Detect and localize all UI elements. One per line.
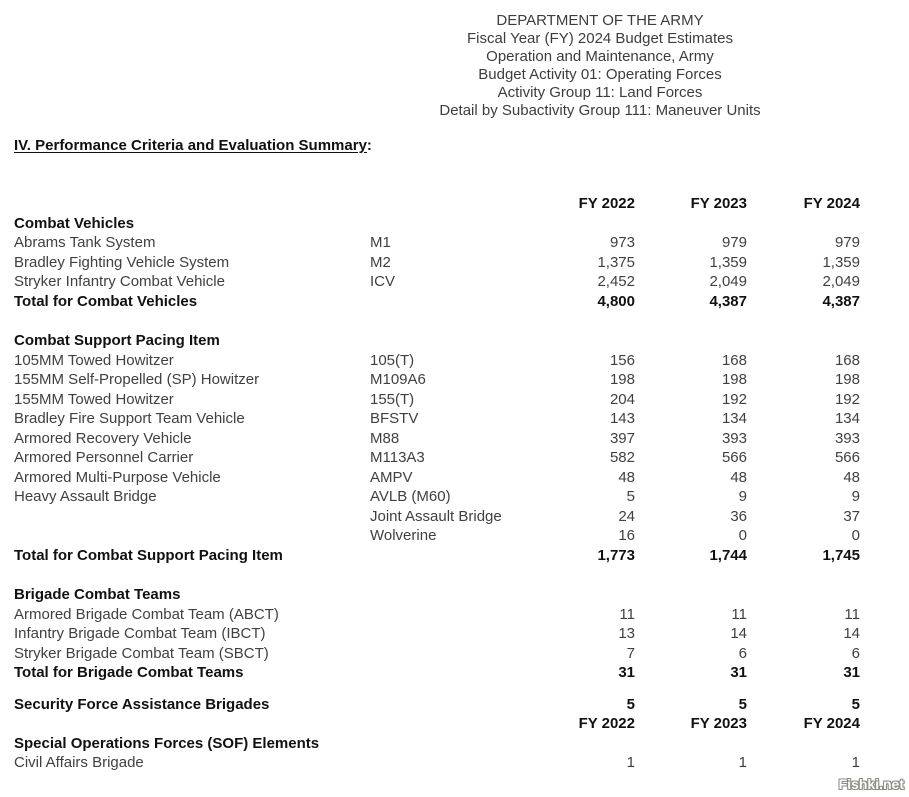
- cell-designation: 155(T): [370, 390, 415, 408]
- cell-fy2024-value: FY 2024: [803, 195, 860, 212]
- cell-item-label: Combat Support Pacing Item: [14, 332, 220, 349]
- cell-designation: 105(T): [370, 351, 415, 369]
- item-row: [14, 448, 909, 468]
- cell-fy2022-value: 973: [609, 234, 635, 251]
- cell-fy2022-value: FY 2022: [578, 715, 635, 732]
- cell-fy2022-value: 11: [619, 605, 635, 623]
- cell-item-label: Heavy Assault Bridge: [14, 488, 157, 505]
- cell-fy2022-value: 1,375: [597, 253, 635, 271]
- cell-designation: M1: [370, 234, 391, 251]
- cell-fy2022-value: 13: [618, 625, 635, 642]
- cell-item-label: 155MM Self-Propelled (SP) Howitzer: [14, 371, 260, 388]
- item-row: [14, 644, 909, 664]
- cell-item-label: Bradley Fire Support Team Vehicle: [14, 410, 245, 427]
- item-row: [14, 624, 909, 644]
- cell-fy2024-value: FY 2024: [803, 715, 860, 732]
- cell-fy2023-value: 36: [730, 507, 747, 525]
- cell-fy2022-value: 5: [626, 695, 635, 713]
- cell-item-label: Armored Personnel Carrier: [14, 449, 194, 466]
- cell-designation: Wolverine: [370, 527, 437, 544]
- cell-fy2022-value: 204: [609, 390, 635, 408]
- header-line-activity-group: Activity Group 11: Land Forces: [497, 84, 703, 101]
- cell-fy2023-value: 1: [738, 754, 747, 771]
- item-row: [14, 409, 909, 429]
- cell-fy2024-value: 979: [834, 234, 860, 251]
- cell-fy2022-value: 16: [618, 527, 635, 544]
- section-title-text: IV. Performance Criteria and Evaluation Summary: [14, 137, 367, 154]
- cell-fy2022-value: 397: [609, 429, 635, 447]
- total-row: [14, 292, 909, 312]
- total-row: [14, 546, 909, 566]
- cell-item-label: 105MM Towed Howitzer: [14, 351, 174, 369]
- cell-fy2024-value: 14: [843, 625, 860, 642]
- cell-fy2024-value: 168: [834, 351, 860, 369]
- header-line-operation: Operation and Maintenance, Army: [486, 48, 714, 65]
- section-title: [14, 137, 909, 155]
- cell-item-label: Stryker Brigade Combat Team (SBCT): [14, 644, 269, 662]
- section-header-row: [14, 585, 909, 605]
- total-row: [14, 695, 909, 715]
- cell-fy2024-value: 134: [834, 410, 860, 427]
- cell-item-label: Special Operations Forces (SOF) Elements: [14, 734, 320, 752]
- total-row: [14, 663, 909, 683]
- cell-fy2023-value: 31: [730, 664, 747, 681]
- cell-fy2023-value: 1,744: [709, 546, 747, 564]
- cell-fy2024-value: 198: [834, 371, 860, 388]
- cell-fy2022-value: 582: [609, 449, 635, 466]
- cell-fy2023-value: 393: [721, 429, 747, 447]
- cell-item-label: Stryker Infantry Combat Vehicle: [14, 273, 225, 290]
- cell-fy2023-value: 4,387: [709, 292, 747, 310]
- spacer-row: [14, 683, 909, 695]
- cell-fy2022-value: 31: [618, 664, 635, 681]
- item-row: [14, 487, 909, 507]
- cell-designation: AVLB (M60): [370, 488, 451, 505]
- cell-item-label: 155MM Towed Howitzer: [14, 390, 174, 408]
- header-line-subactivity-group: Detail by Subactivity Group 111: Maneuver Units: [439, 102, 761, 119]
- section-title-colon: :: [366, 137, 372, 154]
- cell-fy2024-value: 48: [843, 468, 860, 486]
- cell-fy2024-value: 0: [851, 527, 860, 544]
- cell-fy2023-value: 0: [738, 527, 747, 544]
- section-header-row: [14, 734, 909, 754]
- item-row: [14, 753, 909, 773]
- cell-fy2023-value: FY 2023: [690, 195, 747, 212]
- cell-fy2022-value: 198: [609, 371, 635, 388]
- item-row: [14, 370, 909, 390]
- header-line-fiscal-year: Fiscal Year (FY) 2024 Budget Estimates: [467, 30, 733, 47]
- cell-item-label: Infantry Brigade Combat Team (IBCT): [14, 625, 266, 642]
- cell-fy2023-value: 9: [738, 488, 747, 505]
- cell-designation: AMPV: [370, 468, 413, 486]
- cell-fy2024-value: 5: [851, 695, 860, 713]
- cell-fy2023-value: 6: [738, 644, 747, 662]
- cell-item-label: Total for Brigade Combat Teams: [14, 664, 244, 681]
- header-line-budget-activity: Budget Activity 01: Operating Forces: [478, 66, 722, 83]
- cell-item-label: Armored Brigade Combat Team (ABCT): [14, 605, 279, 623]
- cell-fy2023-value: 134: [721, 410, 747, 427]
- cell-fy2022-value: 156: [609, 351, 635, 369]
- cell-fy2024-value: 9: [851, 488, 860, 505]
- item-row: [14, 605, 909, 625]
- cell-designation: BFSTV: [370, 410, 419, 427]
- cell-fy2023-value: 14: [730, 625, 747, 642]
- cell-fy2023-value: 5: [738, 695, 747, 713]
- cell-fy2023-value: 979: [721, 234, 747, 251]
- item-row: [14, 351, 909, 371]
- cell-item-label: Total for Combat Support Pacing Item: [14, 546, 283, 564]
- cell-fy2024-value: 393: [834, 429, 860, 447]
- cell-fy2024-value: 192: [834, 390, 860, 408]
- item-row: [14, 272, 909, 292]
- cell-fy2024-value: 1: [851, 754, 860, 771]
- cell-item-label: Bradley Fighting Vehicle System: [14, 253, 230, 271]
- cell-designation: ICV: [370, 273, 396, 290]
- performance-criteria-table: [0, 194, 909, 773]
- cell-fy2023-value: 48: [730, 468, 747, 486]
- cell-fy2022-value: 1,773: [597, 546, 635, 564]
- cell-item-label: Civil Affairs Brigade: [14, 754, 144, 771]
- cell-fy2022-value: 5: [626, 488, 635, 505]
- cell-fy2022-value: 2,452: [597, 273, 635, 290]
- item-row: [14, 253, 909, 273]
- item-row: [14, 526, 909, 546]
- cell-fy2024-value: 566: [834, 449, 860, 466]
- cell-fy2022-value: 4,800: [597, 292, 635, 310]
- item-row: [14, 390, 909, 410]
- item-row: [14, 468, 909, 488]
- cell-fy2023-value: 198: [721, 371, 747, 388]
- item-row: [14, 507, 909, 527]
- cell-designation: M113A3: [370, 449, 425, 466]
- spacer-row: [14, 311, 909, 331]
- cell-item-label: Total for Combat Vehicles: [14, 292, 198, 310]
- cell-item-label: Security Force Assistance Brigades: [14, 695, 270, 713]
- cell-fy2023-value: FY 2023: [690, 715, 747, 732]
- cell-fy2022-value: 48: [618, 468, 635, 486]
- item-row: [14, 429, 909, 449]
- cell-item-label: Abrams Tank System: [14, 234, 156, 251]
- cell-fy2023-value: 2,049: [709, 273, 747, 290]
- cell-item-label: Armored Multi-Purpose Vehicle: [14, 468, 221, 486]
- cell-fy2023-value: 1,359: [709, 253, 747, 271]
- cell-designation: Joint Assault Bridge: [370, 507, 502, 525]
- header-line-department: DEPARTMENT OF THE ARMY: [496, 12, 704, 29]
- cell-item-label: Combat Vehicles: [14, 214, 135, 232]
- watermark: Fishki.net: [838, 776, 904, 792]
- cell-fy2022-value: FY 2022: [578, 195, 635, 212]
- cell-item-label: Armored Recovery Vehicle: [14, 429, 192, 447]
- cell-fy2024-value: 2,049: [822, 273, 860, 290]
- cell-fy2022-value: 24: [618, 507, 635, 525]
- cell-fy2023-value: 566: [721, 449, 747, 466]
- column-header-row: [14, 194, 909, 214]
- cell-designation: M109A6: [370, 371, 426, 388]
- cell-fy2023-value: 192: [721, 390, 747, 408]
- cell-fy2024-value: 11: [844, 605, 860, 623]
- document-header: [340, 0, 860, 120]
- cell-item-label: Brigade Combat Teams: [14, 586, 181, 603]
- section-header-row: [14, 331, 909, 351]
- cell-fy2024-value: 4,387: [822, 292, 860, 310]
- cell-fy2024-value: 1,359: [822, 253, 860, 271]
- cell-fy2024-value: 6: [851, 644, 860, 662]
- cell-designation: M2: [370, 253, 391, 271]
- cell-fy2024-value: 1,745: [822, 546, 860, 564]
- item-row: [14, 233, 909, 253]
- cell-fy2023-value: 168: [721, 351, 747, 369]
- spacer-row: [14, 565, 909, 585]
- column-header-row: [14, 714, 909, 734]
- cell-fy2022-value: 1: [626, 754, 635, 771]
- section-header-row: [14, 214, 909, 234]
- cell-designation: M88: [370, 429, 400, 447]
- cell-fy2023-value: 11: [731, 605, 747, 623]
- cell-fy2024-value: 37: [843, 507, 860, 525]
- cell-fy2022-value: 143: [609, 410, 635, 427]
- cell-fy2024-value: 31: [843, 664, 860, 681]
- cell-fy2022-value: 7: [626, 644, 635, 662]
